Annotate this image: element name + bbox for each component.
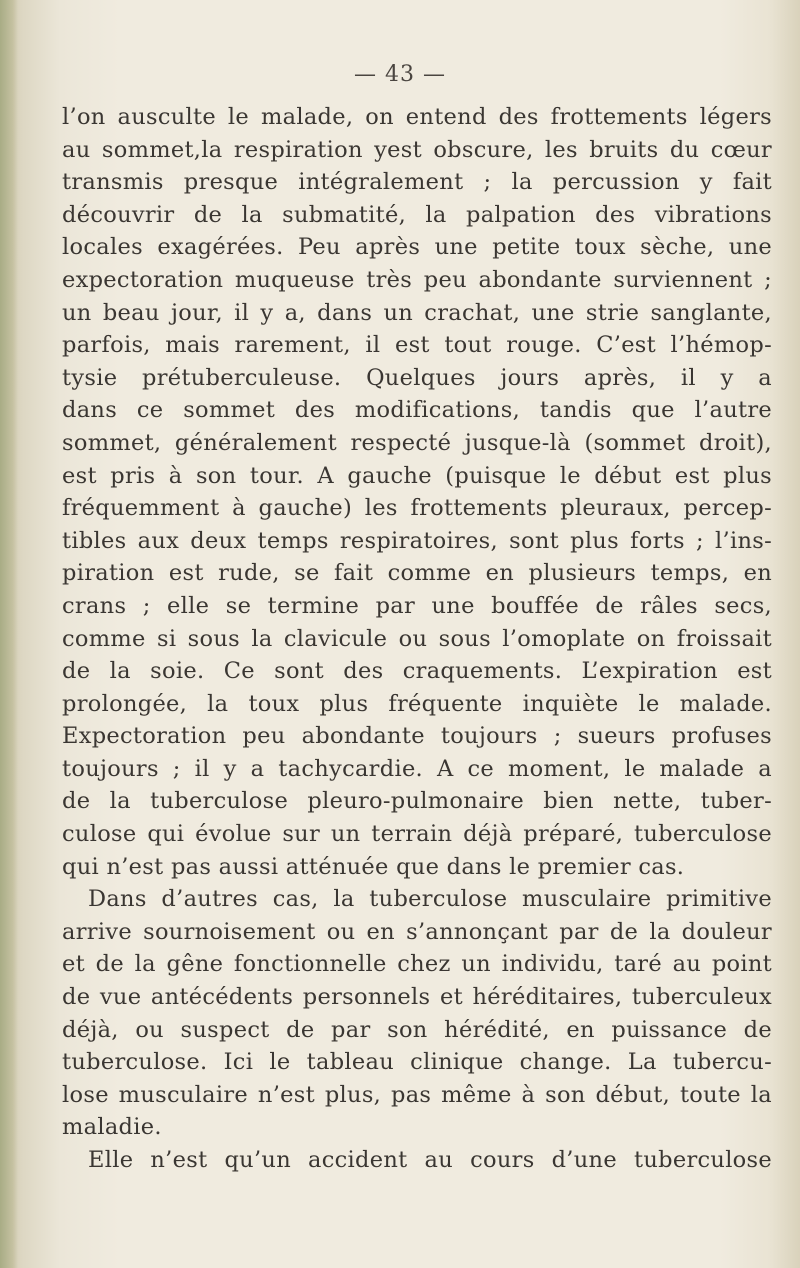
text-line: un beau jour, il y a, dans un crachat, une strie sanglante,: [62, 299, 772, 326]
page-number: — 43 —: [354, 62, 446, 87]
text-line: prolongée, la toux plus fréquente inquiète le malade.: [62, 690, 772, 717]
text-line: locales exagérées. Peu après une petite toux sèche, une: [62, 234, 772, 261]
text-line: déjà, ou suspect de par son hérédité, en puissance de: [62, 1016, 772, 1043]
text-line: tuberculose. Ici le tableau clinique change. La tubercu-: [62, 1049, 772, 1076]
text-line: tysie prétuberculeuse. Quelques jours après, il y a: [62, 364, 772, 391]
text-line: découvrir de la submatité, la palpation des vibrations: [62, 201, 772, 228]
text-line: tibles aux deux temps respiratoires, sont plus forts ; l’ins-: [62, 527, 772, 554]
text-line: arrive sournoisement ou en s’annonçant par de la douleur: [62, 918, 772, 945]
text-line: culose qui évolue sur un terrain déjà préparé, tuberculose: [62, 821, 772, 848]
text-line: comme si sous la clavicule ou sous l’omoplate on froissait: [62, 625, 772, 652]
text-line: crans ; elle se termine par une bouffée de râles secs,: [62, 592, 772, 619]
body-text: [62, 101, 772, 1177]
text-line: de la soie. Ce sont des craquements. L’expiration est: [62, 658, 772, 685]
text-line: qui n’est pas aussi atténuée que dans le premier cas.: [62, 853, 685, 880]
text-line: Expectoration peu abondante toujours ; sueurs profuses: [62, 723, 772, 750]
text-line: de vue antécédents personnels et héréditaires, tuberculeux: [62, 984, 772, 1011]
text-line: et de la gêne fonctionnelle chez un individu, taré au point: [62, 951, 772, 978]
text-line: est pris à son tour. A gauche (puisque le début est plus: [62, 462, 772, 489]
text-line: de la tuberculose pleuro-pulmonaire bien nette, tuber-: [62, 788, 772, 815]
text-line: toujours ; il y a tachycardie. A ce moment, le malade a: [62, 755, 772, 782]
text-line: lose musculaire n’est plus, pas même à son début, toute la: [62, 1081, 772, 1108]
text-line: transmis presque intégralement ; la percussion y fait: [62, 169, 772, 196]
text-line: Dans d’autres cas, la tuberculose musculaire primitive: [88, 886, 772, 913]
text-line: Elle n’est qu’un accident au cours d’une tuberculose: [88, 1147, 772, 1173]
text-line: l’on ausculte le malade, on entend des frottements légers: [62, 104, 772, 130]
text-line: maladie.: [62, 1114, 162, 1141]
text-line: dans ce sommet des modifications, tandis que l’autre: [62, 397, 772, 424]
text-line: fréquemment à gauche) les frottements pleuraux, percep-: [62, 495, 772, 522]
page-edge-shadow: [0, 0, 18, 1268]
text-line: sommet, généralement respecté jusque-là (sommet droit),: [62, 429, 772, 456]
text-line: parfois, mais rarement, il est tout rouge. C’est l’hémop-: [62, 332, 772, 359]
text-line: au sommet,la respiration yest obscure, les bruits du cœur: [62, 136, 772, 163]
text-line: expectoration muqueuse très peu abondante surviennent ;: [62, 266, 772, 293]
text-line: piration est rude, se fait comme en plusieurs temps, en: [62, 560, 772, 587]
